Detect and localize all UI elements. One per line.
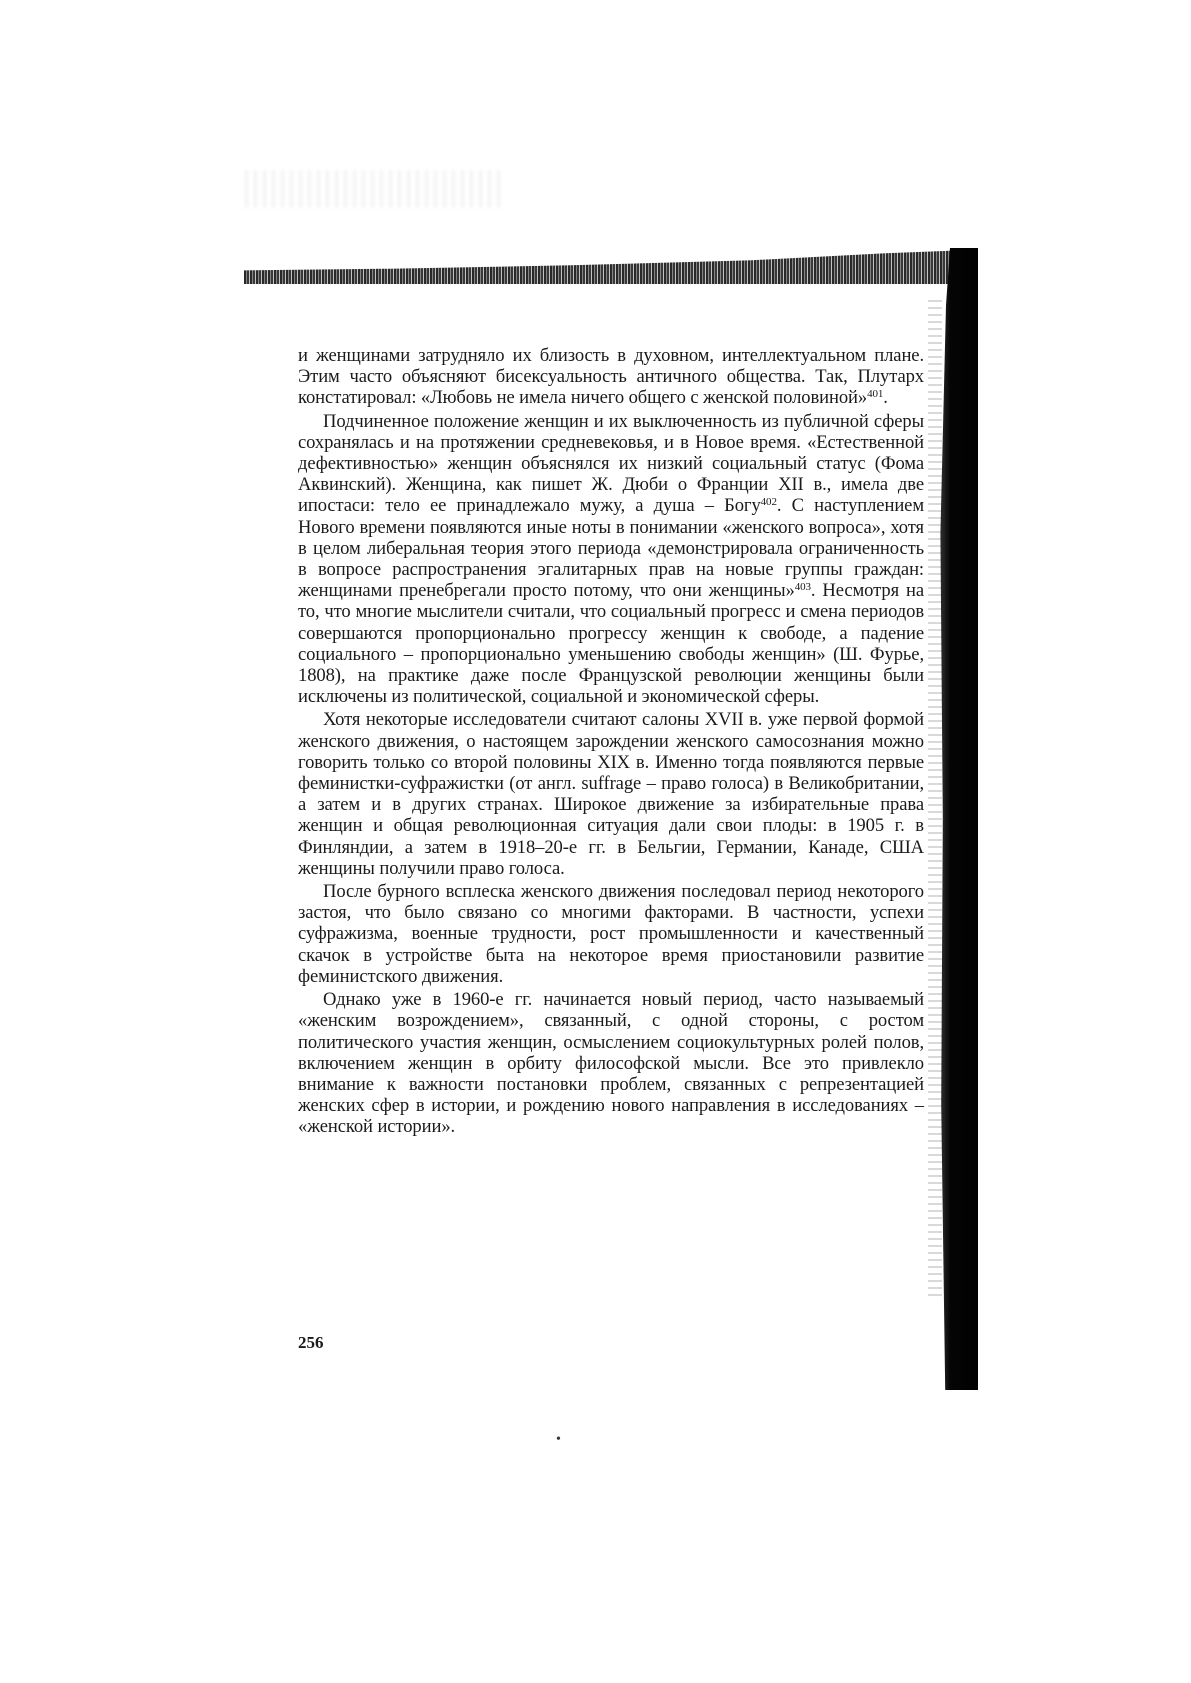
footnote-ref: 401 — [867, 388, 884, 401]
paragraph-text: и женщинами затрудняло их близость в духовном, интеллектуальном плане. Этим часто объясняют бисексуальность античного общества. Так, Плутарх констатировал: «Любовь не имела ничего общего с женской половиной» — [298, 345, 924, 409]
page-body-text — [298, 345, 924, 1140]
paragraph — [298, 881, 924, 987]
paragraph-text: Подчиненное положение женщин и их выключенность из публичной сферы сохранялась и на протяжении средневековья, и в Новое время. «Естественной дефективностью» женщин объяснялся их низкий социальный статус (Фома Аквинский). Женщина, как пишет Ж. Дюби о Франции XII в., имела две ипостаси: тело ее принадлежало мужу, а душа – Богу — [298, 410, 924, 517]
paragraph-text: . — [883, 387, 888, 409]
paragraph-text: . С наступлением Нового времени появляются иные ноты в понимании «женского вопроса», хотя в целом либеральная теория этого периода «демонстрировала ограниченность в вопросе распространения эгалитарных прав на новые группы граждан: женщинами пренебрегали просто потому, что они женщины» — [298, 495, 924, 602]
paragraph — [298, 709, 924, 879]
scan-speck: • — [556, 1432, 561, 1447]
paragraph-text: Однако уже в 1960-е гг. начинается новый период, часто называемый «женским возрождением», связанный, с одной стороны, с ростом политического участия женщин, осмыслением социокультурных ролей полов, включением женщин в орбиту философской мысли. Все это привлекло внимание к важности постановки проблем, связанных с репрезентацией женских сфер в истории, и рождению нового направления в исследованиях – «женской истории». — [298, 989, 924, 1138]
footnote-ref: 402 — [760, 496, 777, 509]
paragraph-text: После бурного всплеска женского движения последовал период некоторого застоя, что было связано со многими факторами. В частности, успехи суфражизма, военные трудности, рост промышленности и качественный скачок в устройстве быта на некоторое время приостановили развитие феминистского движения. — [298, 881, 924, 987]
page-number: 256 — [298, 1333, 324, 1352]
paragraph — [298, 411, 924, 708]
paragraph-text: Хотя некоторые исследователи считают салоны XVII в. уже первой формой женского движения, о настоящем зарождении женского самосознания можно говорить только со второй половины XIX в. Именно тогда появляются первые феминистки-суфражистки (от англ. suffrage – право голоса) в Великобритании, а затем и в других странах. Широкое движение за избирательные права женщин и общая революционная ситуация дали свои плоды: в 1905 г. в Финляндии, а затем в 1918–20-е гг. в Бельгии, Германии, Канаде, США женщины получили право голоса. — [298, 709, 924, 879]
scanned-page-top-edge — [244, 250, 970, 284]
scan-smudge — [245, 170, 505, 208]
paragraph-text: . Несмотря на то, что многие мыслители считали, что социальный прогресс и смена периодов совершаются пропорционально прогрессу женщин к свободе, а падение социального – пропорционально уменьшению свободы женщин» (Ш. Фурье, 1808), на практике даже после Французской революции женщины были исключены из политической, социальной и экономической сферы. — [298, 580, 925, 708]
footnote-ref: 403 — [794, 581, 811, 594]
scanned-page-gutter-shadow — [938, 248, 978, 1390]
scan-noise — [928, 300, 942, 1300]
paragraph — [298, 345, 924, 409]
paragraph — [298, 989, 924, 1137]
